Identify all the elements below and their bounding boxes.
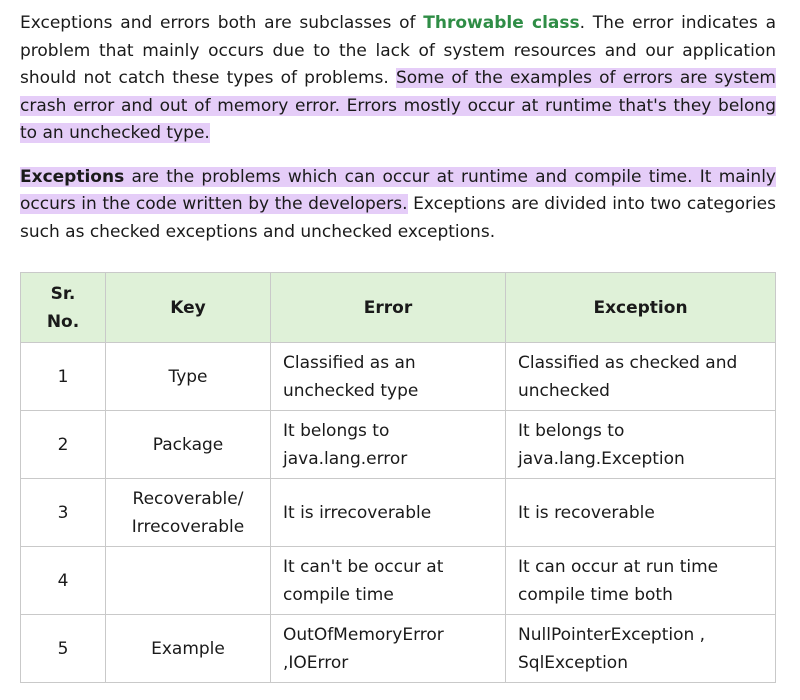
cell-error: It is irrecoverable — [271, 479, 506, 547]
cell-sr: 2 — [21, 411, 106, 479]
cell-error: It can't be occur at compile time — [271, 547, 506, 615]
header-sr-line1: Sr. — [50, 283, 76, 304]
header-error: Error — [271, 273, 506, 343]
cell-exception: It belongs to java.lang.Exception — [506, 411, 776, 479]
cell-sr: 5 — [21, 615, 106, 683]
cell-sr: 4 — [21, 547, 106, 615]
cell-key: Recoverable/ Irrecoverable — [106, 479, 271, 547]
header-sr-no — [21, 273, 106, 343]
intro-paragraph — [20, 10, 776, 148]
table-row — [21, 547, 776, 615]
error-examples-highlight: Some of the examples of errors are system crash error and out of memory error. Errors mostly occur at runtime that's they belong to an unchecked type. — [20, 68, 776, 143]
cell-error: Classified as an unchecked type — [271, 343, 506, 411]
cell-key — [106, 547, 271, 615]
cell-key: Package — [106, 411, 271, 479]
cell-exception: It is recoverable — [506, 479, 776, 547]
exceptions-paragraph — [20, 164, 776, 247]
table-header-row — [21, 273, 776, 343]
header-sr-line2: No. — [46, 311, 80, 332]
cell-exception: Classified as checked and unchecked — [506, 343, 776, 411]
throwable-class-term: Throwable class — [423, 13, 580, 33]
table-row — [21, 411, 776, 479]
cell-error: OutOfMemoryError ,IOError — [271, 615, 506, 683]
cell-sr: 3 — [21, 479, 106, 547]
intro-text-start: Exceptions and errors both are subclasses of — [20, 13, 424, 33]
exceptions-categories-text: Exceptions are divided into two categories such as checked exceptions and unchecked exceptions. — [20, 194, 777, 242]
table-row — [21, 343, 776, 411]
cell-key: Type — [106, 343, 271, 411]
cell-sr: 1 — [21, 343, 106, 411]
intro-text-middle: . The error indicates a problem that mainly occurs due to the lack of system resources and our application should not catch these types of problems. — [20, 13, 777, 88]
header-key: Key — [106, 273, 271, 343]
cell-error: It belongs to java.lang.error — [271, 411, 506, 479]
table-row — [21, 479, 776, 547]
error-vs-exception-table — [20, 272, 776, 683]
cell-key: Example — [106, 615, 271, 683]
exceptions-highlight-text: are the problems which can occur at runtime and compile time. It mainly occurs in the code written by the developers. — [20, 166, 776, 214]
table-row — [21, 615, 776, 683]
exceptions-term: Exceptions — [20, 166, 125, 187]
cell-exception: It can occur at run time compile time both — [506, 547, 776, 615]
header-exception: Exception — [506, 273, 776, 343]
cell-exception: NullPointerException , SqlException — [506, 615, 776, 683]
